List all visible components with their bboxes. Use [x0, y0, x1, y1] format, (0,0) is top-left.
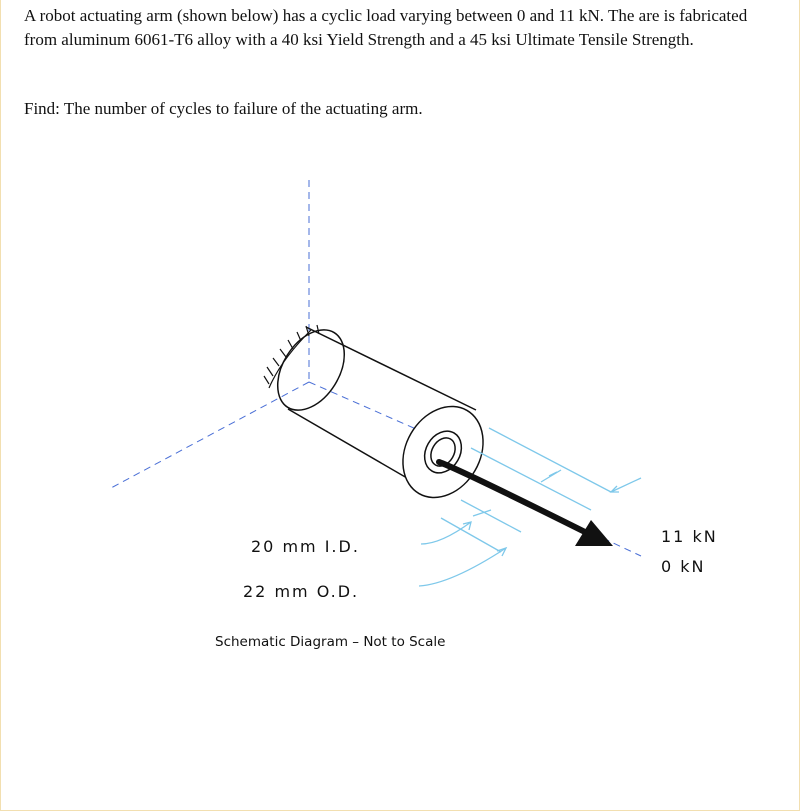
- cylinder-top-edge: [306, 327, 476, 410]
- load-max-label: 11 kN: [661, 527, 718, 546]
- cylinder-arm: [264, 318, 499, 512]
- outer-diameter-label: 22 mm O.D.: [243, 582, 360, 601]
- schematic-diagram: [1, 0, 801, 812]
- od-extension-top: [489, 428, 611, 492]
- load-min-label: 0 kN: [661, 557, 706, 576]
- diagram-caption: Schematic Diagram – Not to Scale: [215, 634, 446, 650]
- problem-statement: A robot actuating arm (shown below) has a cyclic load varying between 0 and 11 kN. The are is fabricated from aluminum 6061-T6 alloy with a 40 ksi Yield Strength and a 45 ksi Ultimate Tensile Strength.: [24, 6, 748, 49]
- inner-diameter-label: 20 mm I.D.: [251, 537, 360, 556]
- coordinate-axes: [111, 180, 641, 556]
- od-arrow-line: [611, 478, 641, 492]
- id-leader-line: [421, 522, 471, 544]
- cylinder-end-outer: [387, 392, 499, 512]
- find-statement: Find: The number of cycles to failure of the actuating arm.: [24, 99, 423, 118]
- od-leader-line: [419, 548, 506, 586]
- od-extension-mid: [471, 448, 591, 510]
- od-tick: [541, 470, 561, 482]
- load-arrow: [439, 462, 613, 546]
- fixed-support-hatch: [264, 325, 319, 388]
